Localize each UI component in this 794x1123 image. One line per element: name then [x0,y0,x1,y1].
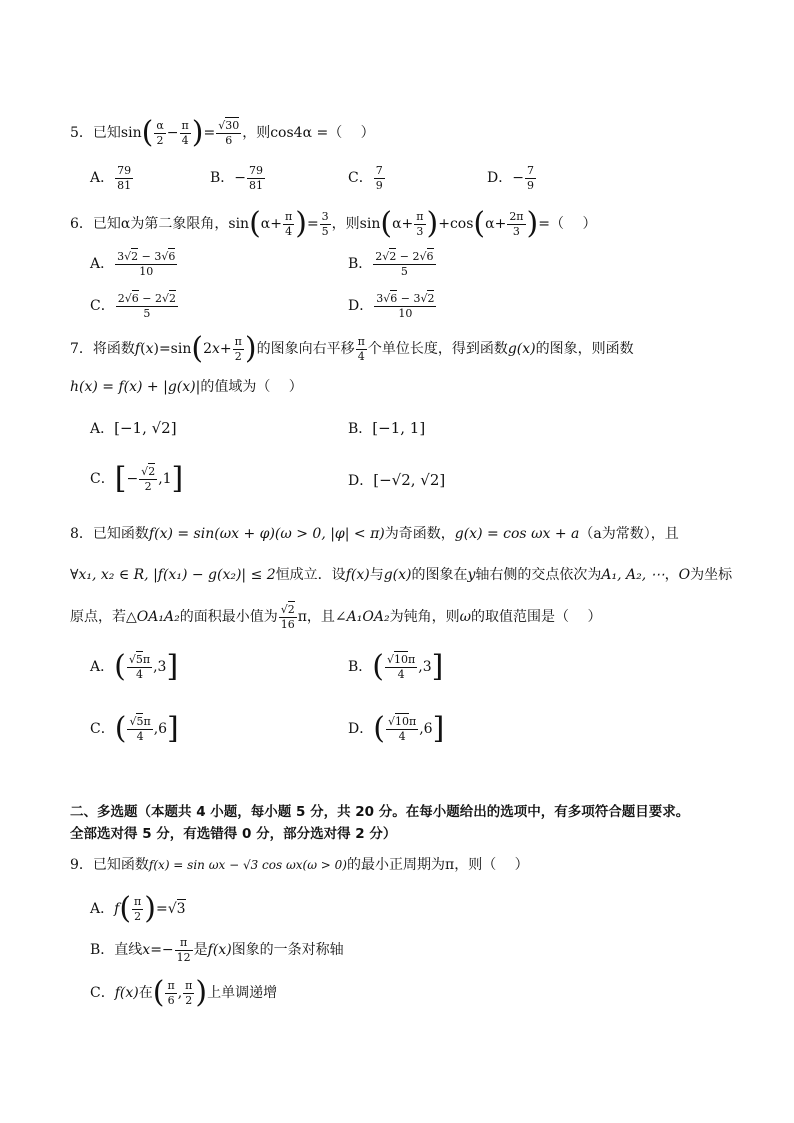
q5-stem-text-b: ，则 [242,125,271,141]
q7-g: g(x) [507,341,536,357]
q8-option-c[interactable]: C．( $\frac{√5\pi}{4}$ ,6] [90,711,179,746]
q5-target: cos4α = [270,125,329,141]
q8-g: g(x) = cos ωx + a [454,526,580,542]
q8-option-b-value: ( $\frac{√10\pi}{4}$ ,3] [372,649,444,684]
section-header-line1: 二、多选题（本题共 4 小题，每小题 5 分，共 20 分。在每小题给出的选项中，有多项符合题目要求。 [70,804,690,820]
q9-option-a-value: f( $\frac{\pi}{2}$ )=√3 [114,891,186,926]
q7-stem: 7．将函数f(x)=sin(2x+ $\frac{\pi}{2}$ )的图象向右平移 $\frac{\pi}{4}$ 个单位长度，得到函数g(x)的图象，则函数 [70,331,634,366]
q9-stem: 9．已知函数f(x) = sin ωx − √3 cos ωx(ω > 0)的最小正周期为π，则（ ） [70,857,529,873]
q5-option-c-value: $\frac{7}{9}$ [375,164,383,192]
q6-option-a[interactable]: A． $\frac{3√2 - 3√6}{10}$ [90,250,176,278]
q9-option-b-expr: x=− $\frac{\pi}{12}$ [142,936,191,964]
q5-stem-text: 5．已知 [70,125,121,141]
q7-option-c[interactable]: C．[− $\frac{√2}{2}$ ,1] [90,461,184,496]
q5-option-a-value: $\frac{79}{81}$ [117,164,132,192]
q7-line2: h(x) = f(x) + |g(x)|的值域为（ ） [70,379,303,395]
q6-target: sin(α+ $\frac{\pi}{3}$ )+cos(α+ $\frac{2\pi}{3}$ )= [359,206,550,241]
q7-option-a-value: [−1, √2] [114,419,177,437]
q6-option-b[interactable]: B． $\frac{2√2 - 2√6}{5}$ [348,250,434,278]
q9-func: f(x) = sin ωx − √3 cos ωx(ω > 0) [148,858,347,872]
q6-option-a-value: $\frac{3√2 - 3√6}{10}$ [117,250,176,278]
q5-stem [70,115,375,150]
q6-stem: 6．已知α为第二象限角，sin(α+ $\frac{\pi}{4}$ )= $\frac{3}{5}$ ，则sin(α+ $\frac{\pi}{3}$ )+cos(α+ $\frac{2\pi}{3}$ )=（ ） [70,206,597,241]
q7-option-d-value: [−√2, √2] [373,471,446,489]
q8-option-c-value: ( $\frac{√5\pi}{4}$ ,6] [114,711,179,746]
q8-condition: ∀x₁, x₂ ∈ R, |f(x₁) − g(x₂)| ≤ 2 [70,567,276,583]
section-header-line2: 全部选对得 5 分，有选错得 0 分，部分选对得 2 分） [70,826,397,842]
q7-option-d[interactable]: D．[−√2, √2] [348,471,446,489]
q5-option-b[interactable]: B．− $\frac{79}{81}$ [210,164,264,192]
q7-option-a[interactable]: A．[−1, √2] [90,419,177,437]
q8-option-d[interactable]: D．( $\frac{√10\pi}{4}$ ,6] [348,711,445,746]
q7-option-b[interactable]: B．[−1, 1] [348,419,426,437]
q7-shift: $\frac{\pi}{4}$ [357,334,365,363]
q6-option-b-value: $\frac{2√2 - 2√6}{5}$ [375,250,434,278]
q6-option-d[interactable]: D． $\frac{3√6 - 3√2}{10}$ [348,292,435,320]
q8-stem: 8．已知函数f(x) = sin(ωx + φ)(ω > 0, |φ| < π)为奇函数，g(x) = cos ωx + a（a为常数），且 [70,526,679,542]
q7-option-c-value: [− $\frac{√2}{2}$ ,1] [114,461,184,496]
q5-option-c[interactable]: C． $\frac{7}{9}$ [348,164,383,192]
q8-line2: ∀x₁, x₂ ∈ R, |f(x₁) − g(x₂)| ≤ 2恒成立．设f(x)与g(x)的图象在y轴右侧的交点依次为A₁, A₂, ⋯，O为坐标 [70,567,733,583]
q6-given: sin(α+ $\frac{\pi}{4}$ )= $\frac{3}{5}$ [228,206,329,241]
q8-option-b[interactable]: B．( $\frac{√10\pi}{4}$ ,3] [348,649,444,684]
q5-paren: （ ） [328,125,375,141]
q8-min-area: $\frac{√2}{16}$ [280,603,295,631]
q6-option-c[interactable]: C． $\frac{2√6 - 2√2}{5}$ [90,292,176,320]
q6-alpha: α [120,216,131,232]
q7-h-expr: h(x) = f(x) + |g(x)| [70,379,201,395]
q9-option-c-interval: ( $\frac{\pi}{6}$ , $\frac{\pi}{2}$ ) [152,975,208,1010]
q8-line3: 原点，若△OA₁A₂的面积最小值为 $\frac{√2}{16}$ π，且∠A₁OA₂为钝角，则ω的取值范围是（ ） [70,603,602,631]
q9-option-a[interactable]: A．f( $\frac{\pi}{2}$ )=√3 [90,891,186,926]
q5-expr: sin( $\frac{\alpha}{2}$ − $\frac{\pi}{4}$ )= $\frac{√30}{6}$ [120,115,240,150]
q5-option-b-value: $\frac{79}{81}$ [249,164,264,192]
q8-func: f(x) = sin(ωx + φ)(ω > 0, |φ| < π) [148,526,385,542]
q9-option-b[interactable]: B．直线x=− $\frac{\pi}{12}$ 是f(x)图象的一条对称轴 [90,936,344,964]
q8-option-a[interactable]: A．( $\frac{√5\pi}{4}$ ,3] [90,649,179,684]
q5-option-d-value: $\frac{7}{9}$ [526,164,534,192]
q9-option-c[interactable]: C．f(x)在( $\frac{\pi}{6}$ , $\frac{\pi}{2}$ )上单调递增 [90,975,278,1010]
q6-option-d-value: $\frac{3√6 - 3√2}{10}$ [376,292,435,320]
q8-option-a-value: ( $\frac{√5\pi}{4}$ ,3] [114,649,179,684]
q5-option-a[interactable]: A． $\frac{79}{81}$ [90,164,132,192]
q8-option-d-value: ( $\frac{√10\pi}{4}$ ,6] [373,711,445,746]
q6-option-c-value: $\frac{2√6 - 2√2}{5}$ [117,292,176,320]
q5-option-d[interactable]: D．− $\frac{7}{9}$ [487,164,534,192]
q7-option-b-value: [−1, 1] [372,419,426,437]
q7-func: f(x)=sin(2x+ $\frac{\pi}{2}$ ) [134,331,257,366]
